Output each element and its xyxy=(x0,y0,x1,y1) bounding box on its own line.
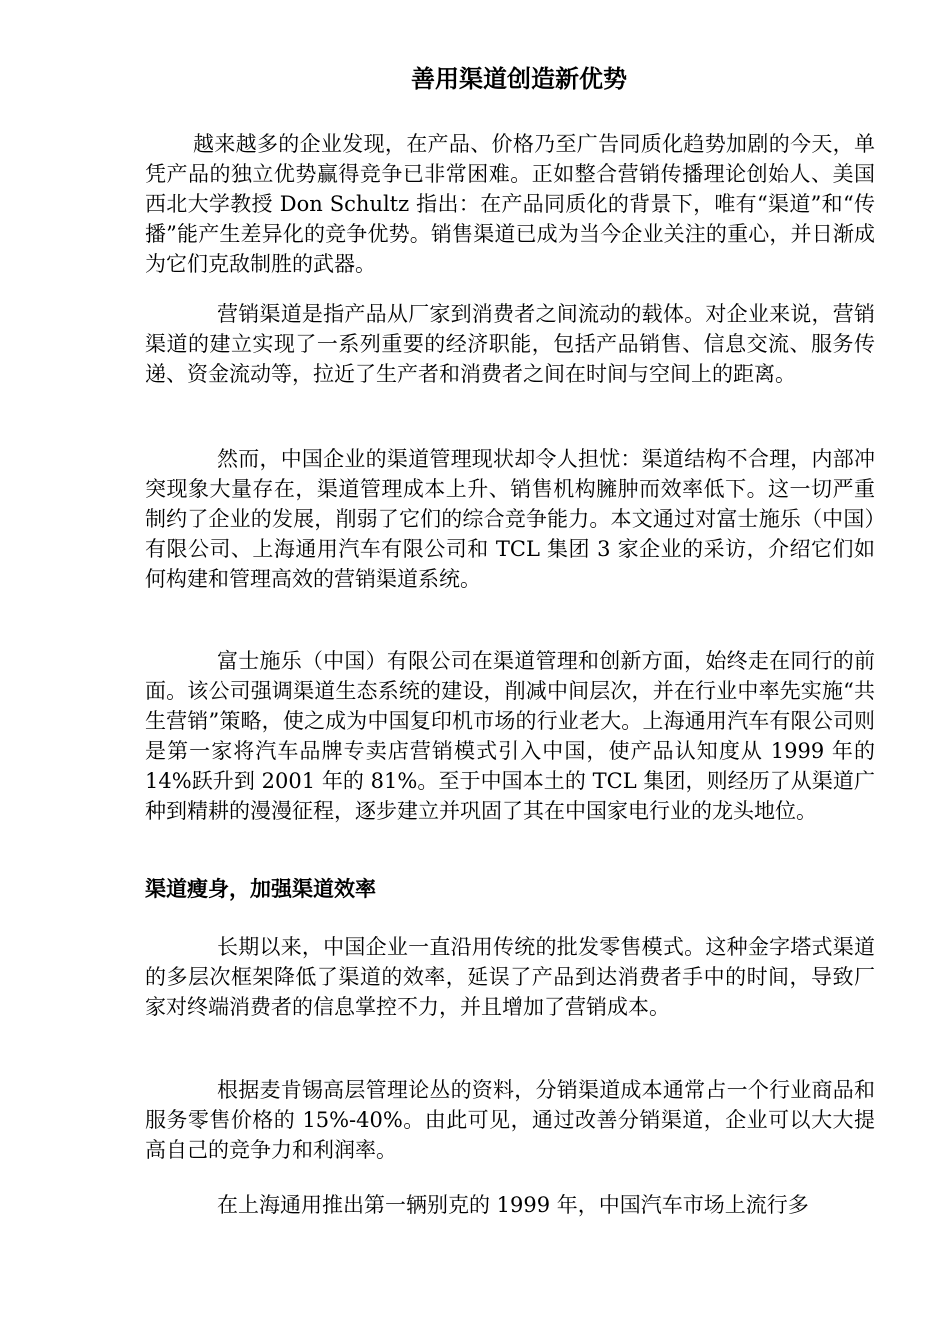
paragraph-intro: 越来越多的企业发现，在产品、价格乃至广告同质化趋势加剧的今天，单凭产品的独立优势赢得竞争已非常困难。正如整合营销传播理论创始人、美国西北大学教授 Don Schultz 指出：在产品同质化的背景下，唯有“渠道”和“传播”能产生差异化的竞争优势。销售渠道已成为当今企业关注的重心，并日渐成为它们克敌制胜的武器。 xyxy=(145,132,875,276)
section-heading: 渠道瘦身，加强渠道效率 xyxy=(145,876,376,901)
document-title: 善用渠道创造新优势 xyxy=(411,64,627,93)
paragraph-shanghai-gm: 在上海通用推出第一辆别克的 1999 年，中国汽车市场上流行多 xyxy=(217,1193,809,1217)
paragraph-distribution-cost: 根据麦肯锡高层管理论丛的资料，分销渠道成本通常占一个行业商品和服务零售价格的 15%-40%。由此可见，通过改善分销渠道，企业可以大大提高自己的竞争力和利润率。 xyxy=(145,1078,875,1162)
paragraph-channel-definition: 营销渠道是指产品从厂家到消费者之间流动的载体。对企业来说，营销渠道的建立实现了一系列重要的经济职能，包括产品销售、信息交流、服务传递、资金流动等，拉近了生产者和消费者之间在时间与空间上的距离。 xyxy=(145,302,875,386)
paragraph-traditional-model: 长期以来，中国企业一直沿用传统的批发零售模式。这种金字塔式渠道的多层次框架降低了渠道的效率，延误了产品到达消费者手中的时间，导致厂家对终端消费者的信息掌控不力，并且增加了营销成本。 xyxy=(145,935,875,1019)
paragraph-company-cases: 富士施乐（中国）有限公司在渠道管理和创新方面，始终走在同行的前面。该公司强调渠道生态系统的建设，削减中间层次，并在行业中率先实施“共生营销”策略，使之成为中国复印机市场的行业老大。上海通用汽车有限公司则是第一家将汽车品牌专卖店营销模式引入中国，使产品认知度从 1999 年的 14%跃升到 2001 年的 81%。至于中国本土的 TCL 集团，则经历了从渠道广种到精耕的漫漫征程，逐步建立并巩固了其在中国家电行业的龙头地位。 xyxy=(145,649,875,823)
paragraph-channel-problems: 然而，中国企业的渠道管理现状却令人担忧：渠道结构不合理，内部冲突现象大量存在，渠道管理成本上升、销售机构臃肿而效率低下。这一切严重制约了企业的发展，削弱了它们的综合竞争能力。本文通过对富士施乐（中国）有限公司、上海通用汽车有限公司和 TCL 集团 3 家企业的采访，介绍它们如何构建和管理高效的营销渠道系统。 xyxy=(145,447,875,591)
